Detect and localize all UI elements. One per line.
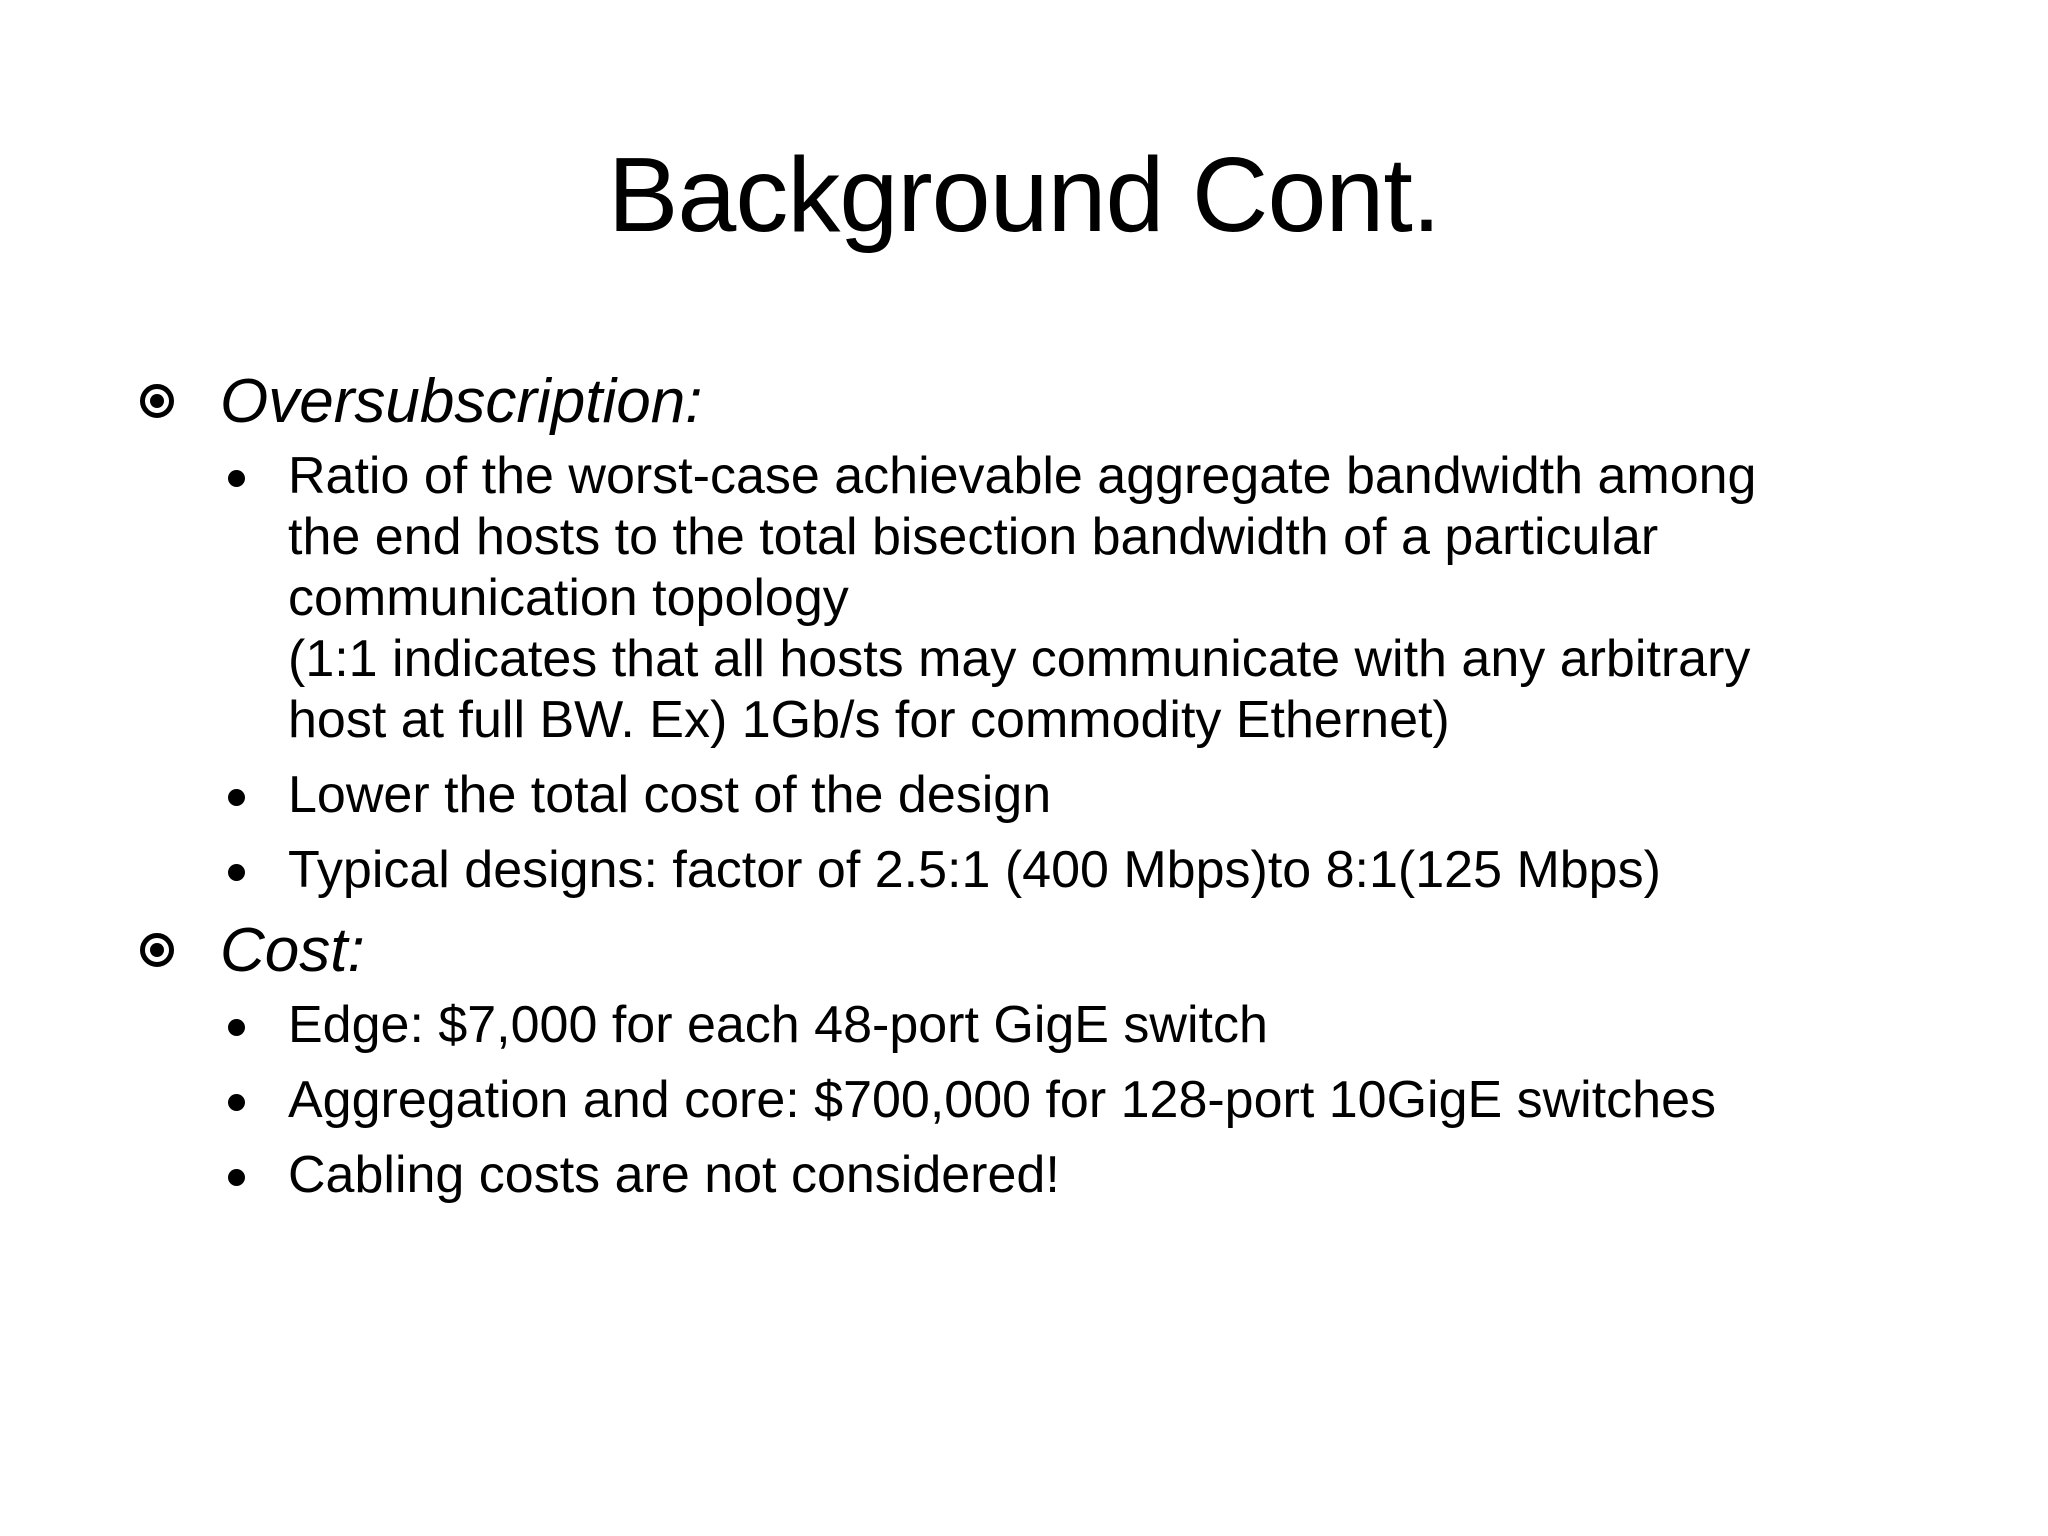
section-heading-oversubscription (138, 362, 1978, 442)
list-item (138, 446, 1978, 751)
bullet-line: host at full BW. Ex) 1Gb/s for commodity Ethernet) (288, 691, 1450, 749)
bullet-line: the end hosts to the total bisection bandwidth of a particular (288, 508, 1659, 566)
section-heading-text: Oversubscription: (220, 367, 703, 436)
bullet-dot-icon (228, 1169, 245, 1186)
list-item (138, 1145, 1978, 1206)
bullet-line: Typical designs: factor of 2.5:1 (400 Mbps)to 8:1(125 Mbps) (288, 841, 1661, 899)
bullet-dot-icon (228, 789, 245, 806)
slide-title: Background Cont. (607, 136, 1441, 254)
bullet-line: Lower the total cost of the design (288, 766, 1052, 824)
bullet-dot-icon (228, 1094, 245, 1111)
target-bullet-icon (140, 933, 174, 967)
oversubscription-bullet-list (138, 446, 1978, 901)
list-item (138, 840, 1978, 901)
bullet-dot-icon (228, 470, 245, 487)
bullet-line: communication topology (288, 569, 849, 627)
list-item (138, 1070, 1978, 1131)
target-bullet-icon (140, 384, 174, 418)
section-heading-text: Cost: (220, 916, 365, 985)
bullet-line: Ratio of the worst-case achievable aggregate bandwidth among (288, 447, 1757, 505)
bullet-dot-icon (228, 864, 245, 881)
section-heading-cost (138, 911, 1978, 991)
bullet-line: Cabling costs are not considered! (288, 1146, 1060, 1204)
bullet-dot-icon (228, 1019, 245, 1036)
list-item (138, 765, 1978, 826)
list-item (138, 995, 1978, 1056)
bullet-line: (1:1 indicates that all hosts may communicate with any arbitrary (288, 630, 1751, 688)
cost-bullet-list (138, 995, 1978, 1206)
bullet-line: Edge: $7,000 for each 48-port GigE switch (288, 996, 1268, 1054)
bullet-line: Aggregation and core: $700,000 for 128-port 10GigE switches (288, 1071, 1717, 1129)
slide-body (138, 362, 1978, 1206)
